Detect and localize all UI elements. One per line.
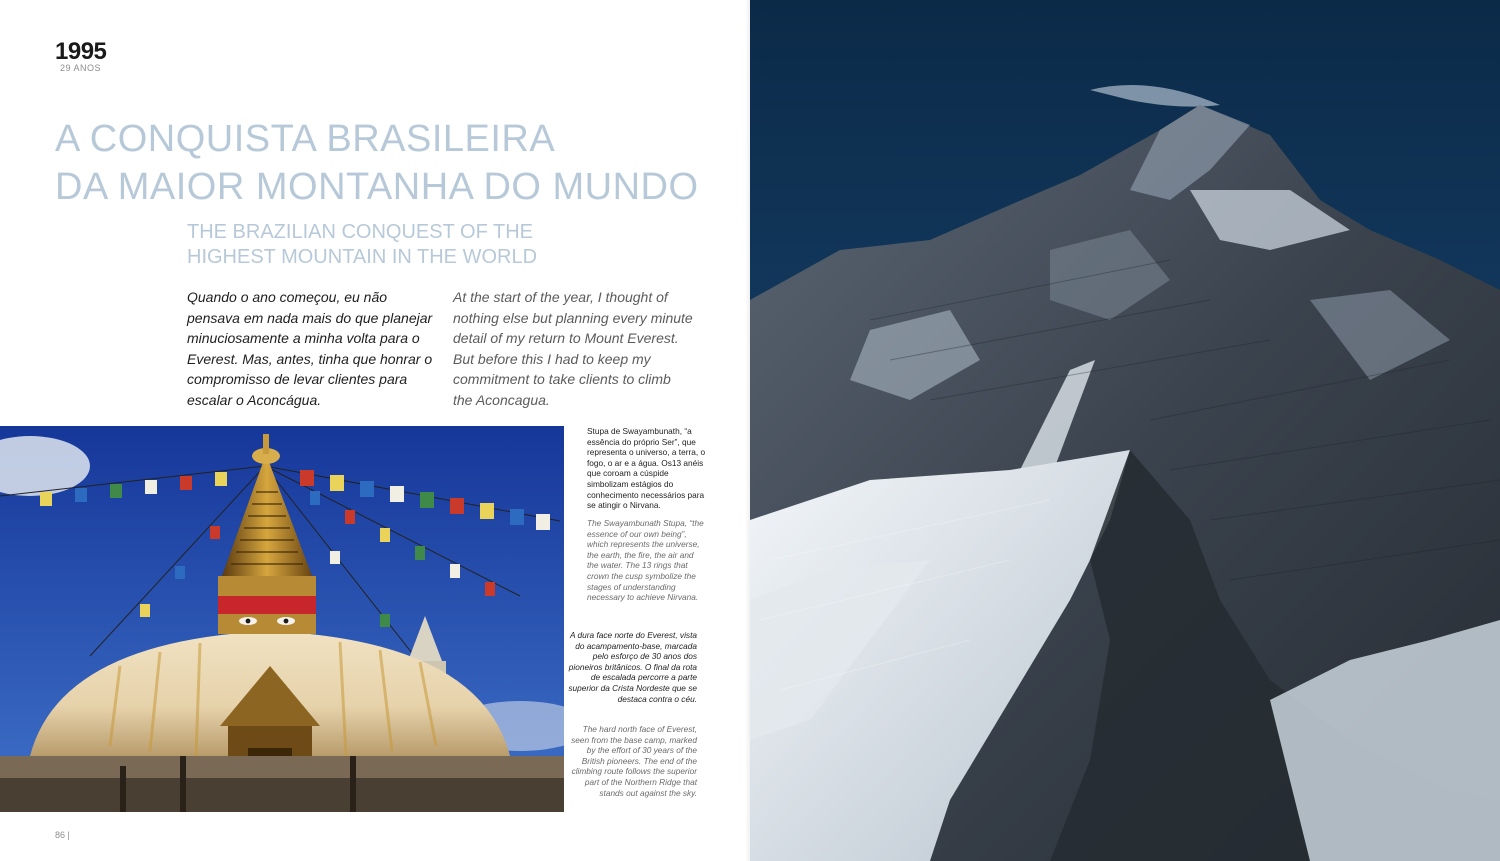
title-english	[187, 220, 537, 270]
caption-everest-english: The hard north face of Everest, seen from the base camp, marked by the effort of 30 years of the British pioneers. The end of the climbing route follows the superior part of the Northern Ridge that stands out against the sky.	[571, 724, 697, 798]
title-pt-line-2: DA MAIOR MONTANHA DO MUNDO	[55, 166, 699, 208]
everest-photo	[750, 0, 1500, 861]
title-en-line-1: THE BRAZILIAN CONQUEST OF THE	[187, 221, 533, 243]
title-en-line-2: HIGHEST MOUNTAIN IN THE WORLD	[187, 246, 538, 268]
intro-portuguese: Quando o ano começou, eu não pensava em nada mais do que planejar minuciosamente a minha volta para o Everest. Mas, antes, tinha que honrar o compromisso de levar clientes para escalar o Aconcágua.	[187, 289, 433, 408]
stupa-photo	[0, 426, 564, 812]
caption-stupa-portuguese: Stupa de Swayambunath, “a essência do próprio Ser”, que representa o universo, a terra, o fogo, o ar e a água. Os13 anéis que coroam a cúspide simbolizam estágios do conhecimento necessários para se atingir o Nirvana.	[587, 426, 706, 511]
caption-everest-portuguese: A dura face norte do Everest, vista do acampamento-base, marcada pelo esforço de 30 anos dos pioneiros britânicos. O final da rota de escalada percorre a parte superior da Crista Nordeste que se destaca contra o céu.	[568, 630, 697, 704]
intro-english: At the start of the year, I thought of nothing else but planning every minute detail of my return to Mount Everest. But before this I had to keep my commitment to take clients to climb the Aconcagua.	[453, 289, 693, 408]
title-portuguese	[55, 115, 699, 211]
year-heading: 1995	[55, 38, 107, 65]
title-pt-line-1: A CONQUISTA BRASILEIRA	[55, 118, 556, 160]
page-number: 86 |	[55, 830, 70, 840]
years-label: 29 ANOS	[60, 63, 102, 73]
caption-stupa-english: The Swayambunath Stupa, “the essence of our own being”, which represents the universe, the earth, the fire, the air and the water. The 13 rings that crown the cusp symbolize the stages of understanding necessary to achieve Nirvana.	[587, 518, 704, 603]
